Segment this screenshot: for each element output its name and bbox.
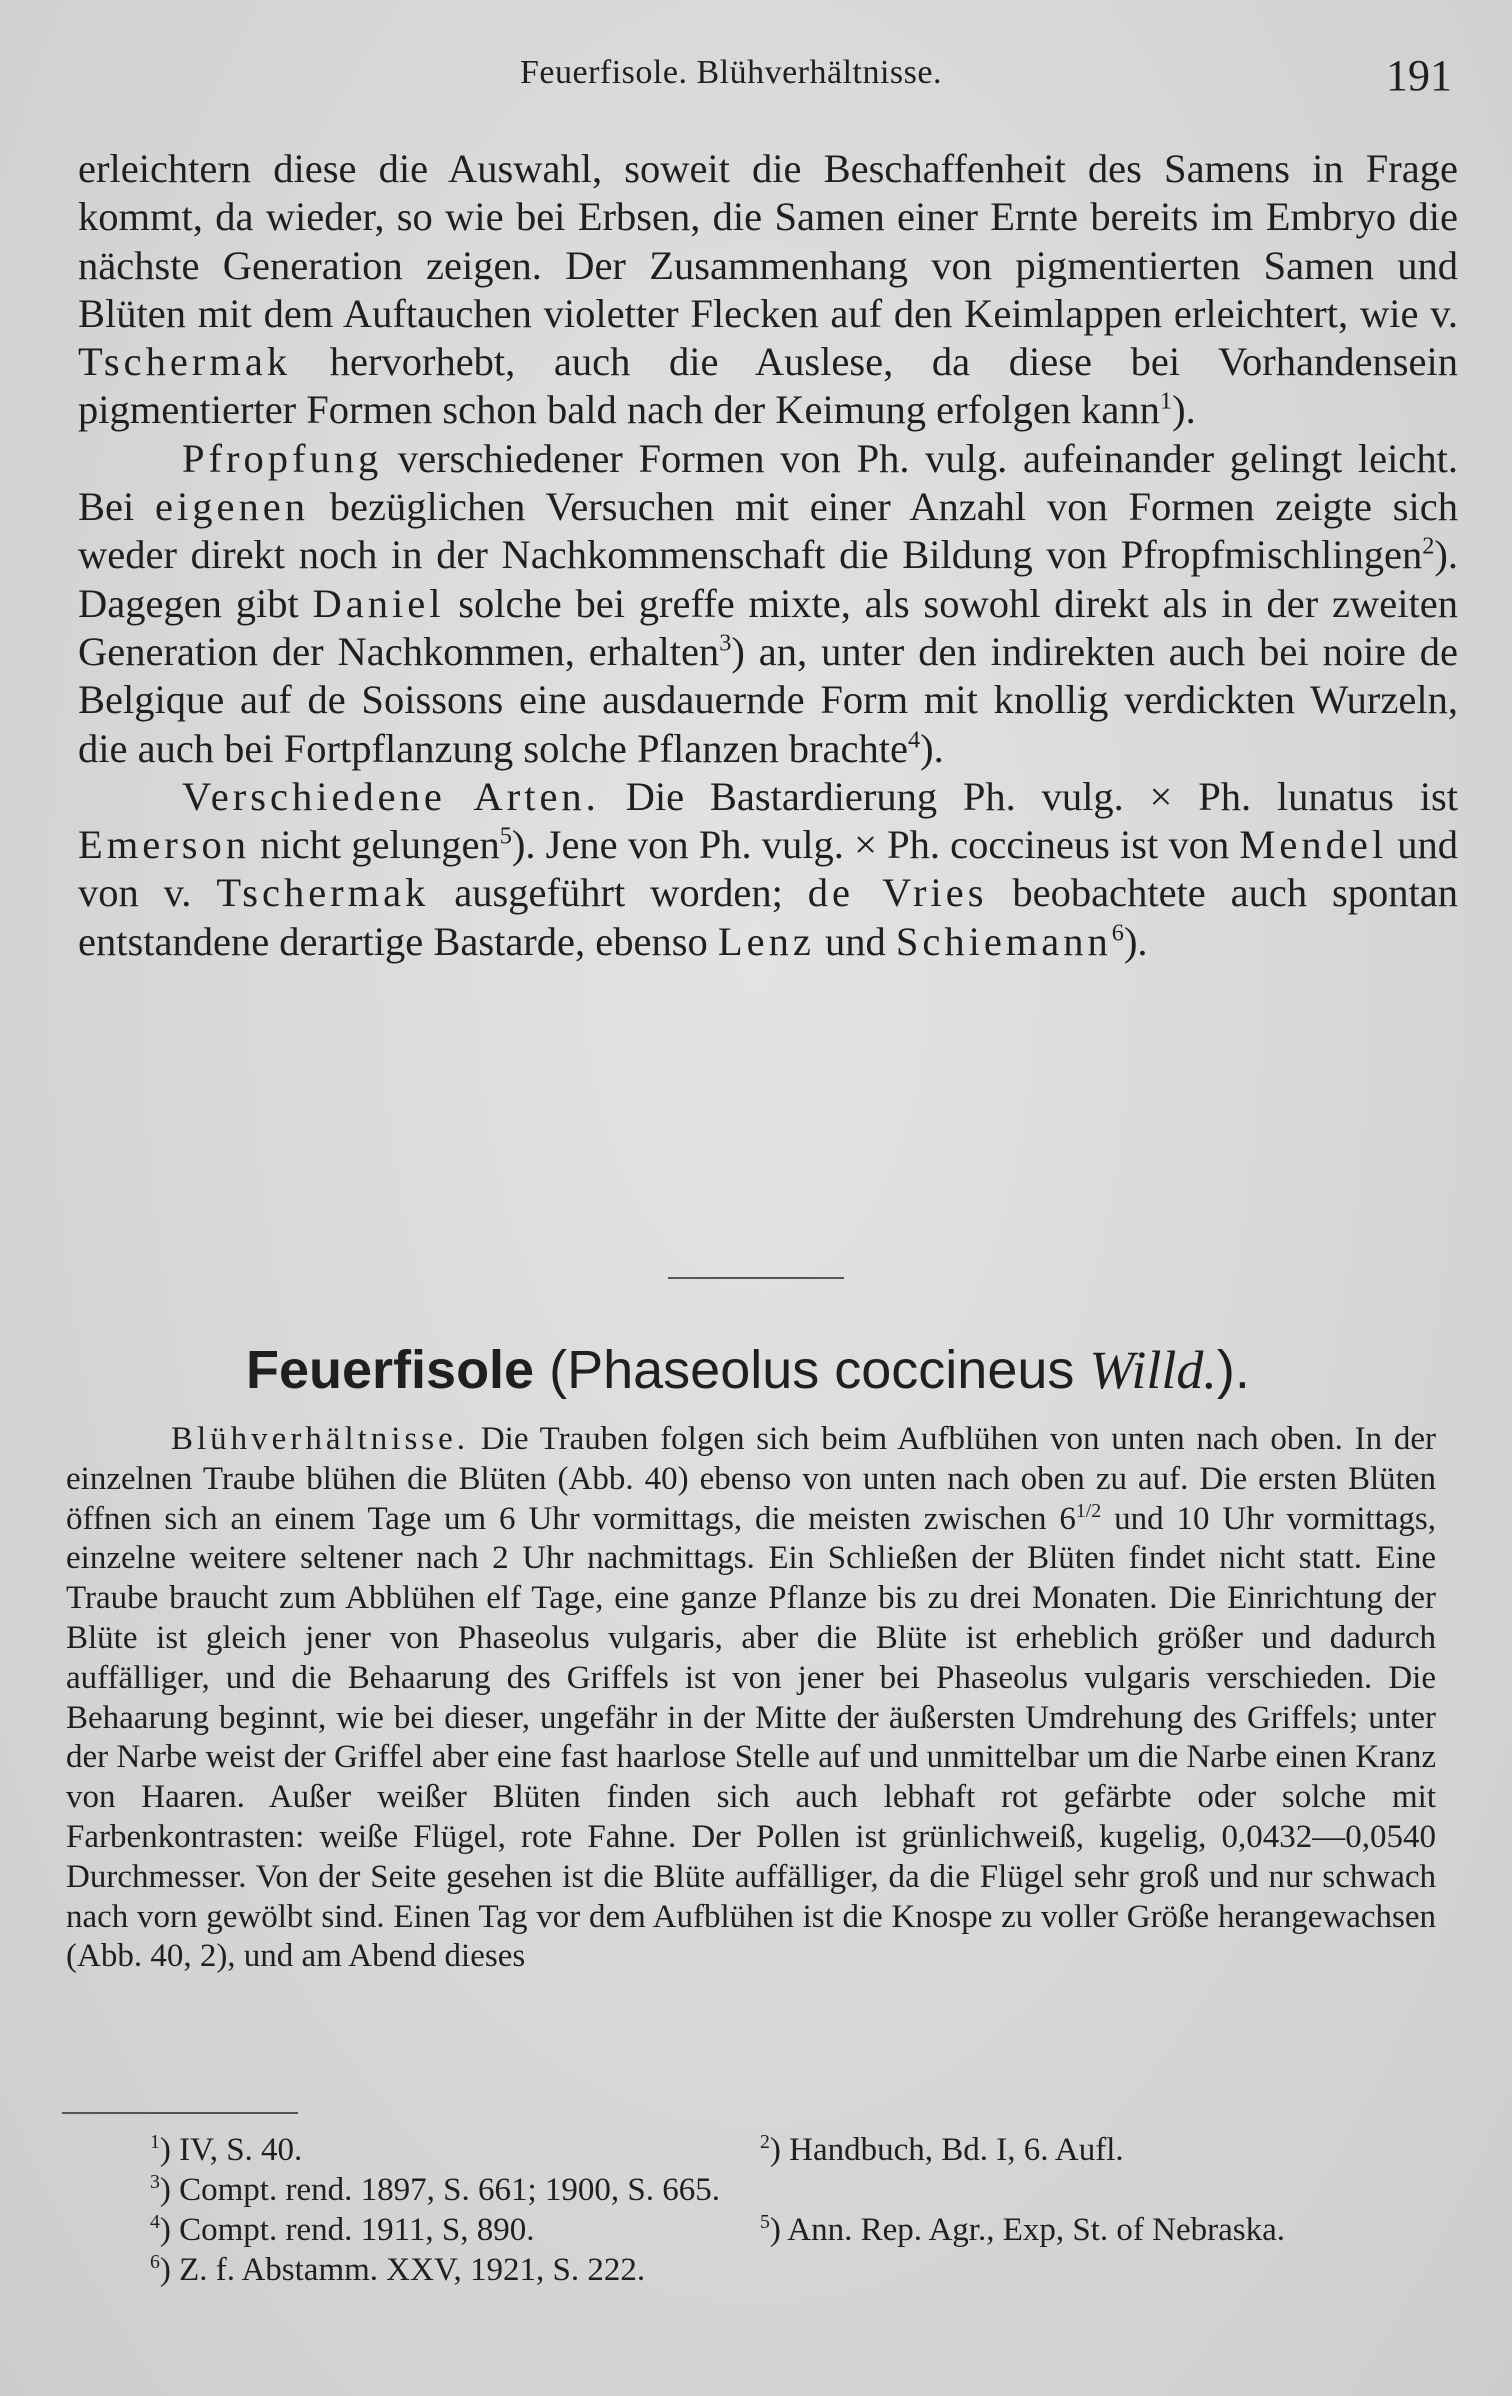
page-number: 191 [1386, 51, 1452, 100]
taxon-author: Willd. [1089, 1340, 1217, 1400]
author-name: Schiemann [895, 918, 1112, 964]
footnote-row [150, 2170, 1450, 2210]
footnote-ref[interactable]: 4 [907, 726, 921, 754]
author-name: Tschermak [216, 870, 430, 916]
footnote: $^4$) Compt. rend. 1911, S, 890. [150, 2211, 535, 2248]
emphasis: eigenen [155, 484, 309, 530]
paragraph-species: Verschiedene Arten. Die Bastardierung Ph. vulg. × Ph. lunatus ist Emerson nicht gelungen$^5$). Jene von Ph. vulg. × Ph. coccineus ist von Mendel und von v. Tschermak ausgeführt worden; de Vries beobachtete auch spontan entstandene derartige Bastarde, ebenso Lenz und Schiemann$^6$). [78, 773, 1459, 964]
author-name: Tschermak [78, 339, 292, 385]
footnote: $^1$) IV, S. 40. [150, 2131, 303, 2168]
footnote-ref[interactable]: 2 [1422, 532, 1435, 560]
section-divider [668, 1277, 844, 1279]
author-name: Mendel [1239, 822, 1388, 868]
author-name: Daniel [312, 580, 445, 626]
footnote-ref[interactable]: 6 [1111, 919, 1124, 947]
footnote-row [150, 2210, 1450, 2250]
footnote-ref[interactable]: 3 [719, 629, 732, 657]
running-title: Feuerfisole. Blühverhältnisse. [520, 54, 942, 91]
page-header [0, 48, 1512, 108]
author-name: Lenz [717, 918, 815, 964]
paragraph-heading: Verschiedene Arten. [182, 773, 600, 819]
paragraph-grafting: Pfropfung verschiedener Formen von Ph. vulg. aufeinander gelingt leicht. Bei eigenen bezüglichen Versuchen mit einer Anzahl von Formen zeigte sich weder direkt noch in der Nachkommenschaft die Bildung von Pfropfmischlingen$^2$). Dagegen gibt Daniel solche bei greffe mixte, als sowohl direkt als in der zweiten Generation der Nachkommen, erhalten$^3$) an, unter den indirekten auch bei noire de Belgique auf de Soissons eine ausdauernde Form mit knollig verdickten Wurzeln, die auch bei Fortpflanzung solche Pflanzen brachte$^4$). [78, 435, 1458, 771]
footnote-ref[interactable]: 5 [499, 822, 512, 850]
paragraph-selection: erleichtern diese die Auswahl, soweit die Beschaffenheit des Samens in Frage kommt, da wieder, so wie bei Erbsen, die Samen einer Ernte bereits im Embryo die nächste Generation zeigen. Der Zusammenhang von pigmentierten Samen und Blüten mit dem Auftauchen violetter Flecken auf den Keimlappen erleichtert, wie v. Tschermak hervorhebt, auch die Auslese, da diese bei Vorhandensein pigmentierter Formen schon bald nach der Keimung erfolgen kann$^1$). [78, 146, 1458, 433]
footnote: $^2$) Handbuch, Bd. I, 6. Aufl. [760, 2131, 1124, 2168]
footnote-ref[interactable]: 1 [1159, 387, 1173, 415]
footnote-divider [62, 2112, 298, 2114]
footnote: $^6$) Z. f. Abstamm. XXV, 1921, S. 222. [150, 2251, 646, 2288]
paragraph-heading: Pfropfung [182, 435, 383, 481]
fraction: 1/2 [1075, 1499, 1102, 1522]
footnote-row [150, 2250, 1450, 2290]
footnotes [150, 2130, 1450, 2290]
phaseolus-vulgaris-section [78, 145, 1458, 966]
author-name: de Vries [807, 870, 988, 916]
paragraph-flowering: Blühverhältnisse. Die Trauben folgen sich beim Aufblühen von unten nach oben. In der einzelnen Traube blühen die Blüten (Abb. 40) ebenso von unten nach oben zu auf. Die ersten Blüten öffnen sich an einem Tage um 6 Uhr vormittags, die meisten zwischen $6^{1/2}$ und 10 Uhr vormittags, einzelne weitere seltener nach 2 Uhr nachmittags. Ein Schließen der Blüten findet nicht statt. Eine Traube braucht zum Abblühen elf Tage, eine ganze Pflanze bis zu drei Monaten. Die Einrichtung der Blüte ist gleich jener von Phaseolus vulgaris, aber die Blüte ist erheblich größer und dadurch auffälliger, und die Behaarung des Griffels ist von jener bei Phaseolus vulgaris verschieden. Die Behaarung beginnt, wie bei dieser, ungefähr in der Mitte der äußersten Umdrehung des Griffels; unter der Narbe weist der Griffel aber eine fast haarlose Stelle auf und unmittelbar um die Narbe einen Kranz von Haaren. Außer weißer Blüten finden sich auch lebhaft rot gefärbte oder solche mit Farbenkontrasten: weiße Flügel, rote Fahne. Der Pollen ist grünlichweiß, kugelig, 0,0432—0,0540 Durchmesser. Von der Seite gesehen ist die Blüte auffälliger, da die Flügel sehr groß und nur schwach nach vorn gewölbt sind. Einen Tag vor dem Aufblühen ist die Knospe zu voller Größe herangewachsen (Abb. 40, 2), und am Abend dieses [66, 1421, 1436, 1975]
section-heading: Feuerfisole (Phaseolus coccineus Willd.). [246, 1340, 1250, 1400]
author-name: Emerson [78, 822, 250, 868]
footnote: $^3$) Compt. rend. 1897, S. 661; 1900, S. 665. [150, 2171, 720, 2208]
phaseolus-coccineus-section [66, 1420, 1436, 1977]
footnote-row [150, 2130, 1450, 2170]
footnote: $^5$) Ann. Rep. Agr., Exp, St. of Nebraska. [760, 2211, 1285, 2248]
paragraph-heading: Blühverhältnisse. [171, 1421, 470, 1457]
